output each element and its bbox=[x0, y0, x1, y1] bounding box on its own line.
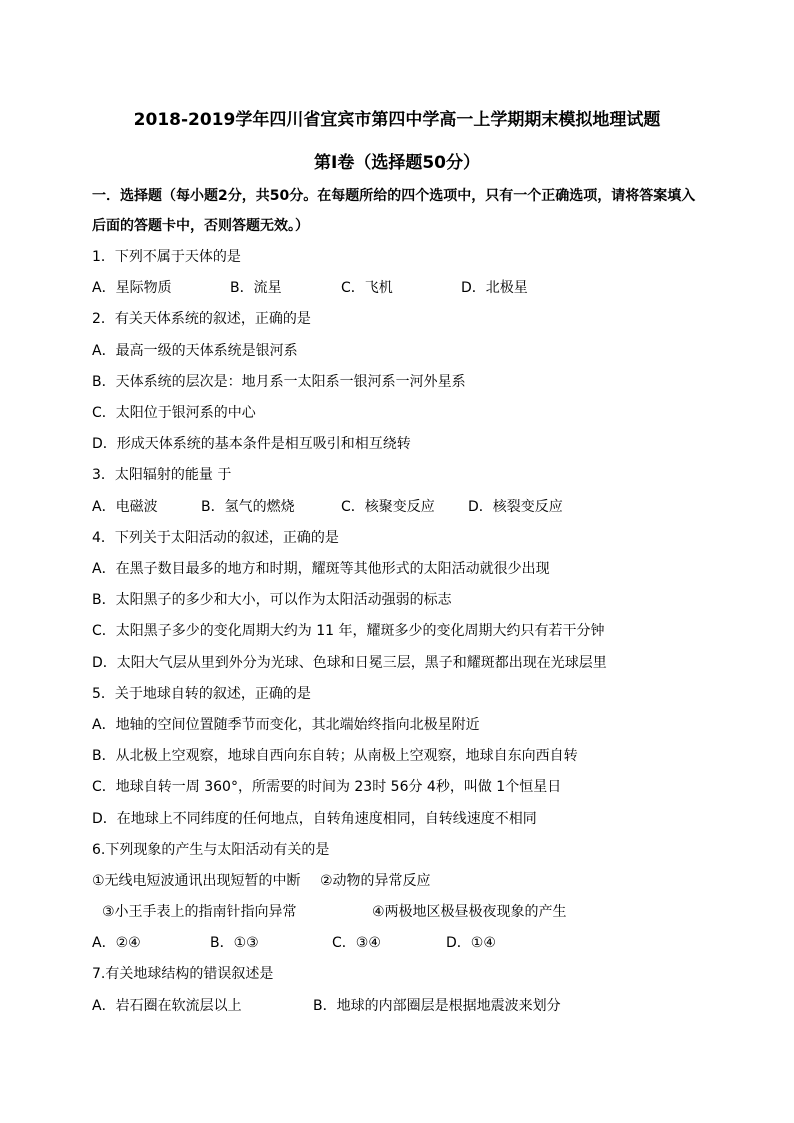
question-6-item-3: ③小王手表上的指南针指向异常 bbox=[102, 904, 297, 920]
question-3-option-d: D．核裂变反应 bbox=[468, 499, 563, 515]
question-6-option-d: D．①④ bbox=[446, 935, 496, 951]
question-2-option-d: D．形成天体系统的基本条件是相互吸引和相互绕转 bbox=[92, 436, 411, 452]
question-2-option-c: C．太阳位于银河系的中心 bbox=[92, 405, 256, 421]
question-6-stem: 6.下列现象的产生与太阳活动有关的是 bbox=[92, 842, 330, 858]
question-3-stem: 3．太阳辐射的能量 于 bbox=[92, 467, 232, 483]
question-5-option-a: A．地轴的空间位置随季节而变化，其北端始终指向北极星附近 bbox=[92, 717, 480, 733]
question-4-option-d: D．太阳大气层从里到外分为光球、色球和日冕三层，黑子和耀斑都出现在光球层里 bbox=[92, 655, 607, 671]
question-4-option-c: C．太阳黑子多少的变化周期大约为 11 年，耀斑多少的变化周期大约只有若干分钟 bbox=[92, 623, 605, 639]
question-3-option-c: C．核聚变反应 bbox=[341, 499, 435, 515]
question-1-stem: 1．下列不属于天体的是 bbox=[92, 249, 241, 265]
question-7-option-a: A．岩石圈在软流层以上 bbox=[92, 998, 242, 1014]
question-7-option-b: B．地球的内部圈层是根据地震波来划分 bbox=[313, 998, 561, 1014]
question-6-item-1: ①无线电短波通讯出现短暂的中断 bbox=[92, 873, 301, 889]
question-1-option-d: D．北极星 bbox=[461, 280, 528, 296]
section-instructions-line-1: 一．选择题（每小题2分，共50分。在每题所给的四个选项中，只有一个正确选项，请将答案填入 bbox=[92, 188, 696, 204]
page-subtitle: 第Ⅰ卷（选择题50分） bbox=[314, 153, 480, 173]
page-title: 2018-2019学年四川省宜宾市第四中学高一上学期期末模拟地理试题 bbox=[133, 110, 661, 130]
question-5-option-d: D．在地球上不同纬度的任何地点，自转角速度相同，自转线速度不相同 bbox=[92, 811, 537, 827]
question-6-item-2: ②动物的异常反应 bbox=[320, 873, 431, 889]
question-2-stem: 2．有关天体系统的叙述，正确的是 bbox=[92, 311, 311, 327]
question-1-option-a: A．星际物质 bbox=[92, 280, 172, 296]
question-4-option-b: B．太阳黑子的多少和大小，可以作为太阳活动强弱的标志 bbox=[92, 592, 452, 608]
question-6-option-a: A．②④ bbox=[92, 935, 141, 951]
question-6-option-c: C．③④ bbox=[332, 935, 381, 951]
question-4-option-a: A．在黑子数目最多的地方和时期，耀斑等其他形式的太阳活动就很少出现 bbox=[92, 561, 550, 577]
question-1-option-c: C．飞机 bbox=[341, 280, 393, 296]
question-3-option-b: B．氢气的燃烧 bbox=[201, 499, 295, 515]
question-3-option-a: A．电磁波 bbox=[92, 499, 158, 515]
question-7-stem: 7.有关地球结构的错误叙述是 bbox=[92, 966, 274, 982]
question-2-option-b: B．天体系统的层次是：地月系一太阳系一银河系一河外星系 bbox=[92, 374, 466, 390]
question-1-option-b: B．流星 bbox=[230, 280, 282, 296]
question-4-stem: 4．下列关于太阳活动的叙述，正确的是 bbox=[92, 530, 339, 546]
question-5-option-c: C．地球自转一周 360°，所需要的时间为 23时 56分 4秒，叫做 1个恒星日 bbox=[92, 779, 562, 795]
question-6-item-4: ④两极地区极昼极夜现象的产生 bbox=[372, 904, 567, 920]
question-5-option-b: B．从北极上空观察，地球自西向东自转；从南极上空观察，地球自东向西自转 bbox=[92, 748, 578, 764]
section-instructions-line-2: 后面的答题卡中，否则答题无效。） bbox=[92, 218, 309, 234]
question-6-option-b: B．①③ bbox=[210, 935, 259, 951]
question-2-option-a: A．最高一级的天体系统是银河系 bbox=[92, 343, 298, 359]
question-5-stem: 5．关于地球自转的叙述，正确的是 bbox=[92, 686, 311, 702]
